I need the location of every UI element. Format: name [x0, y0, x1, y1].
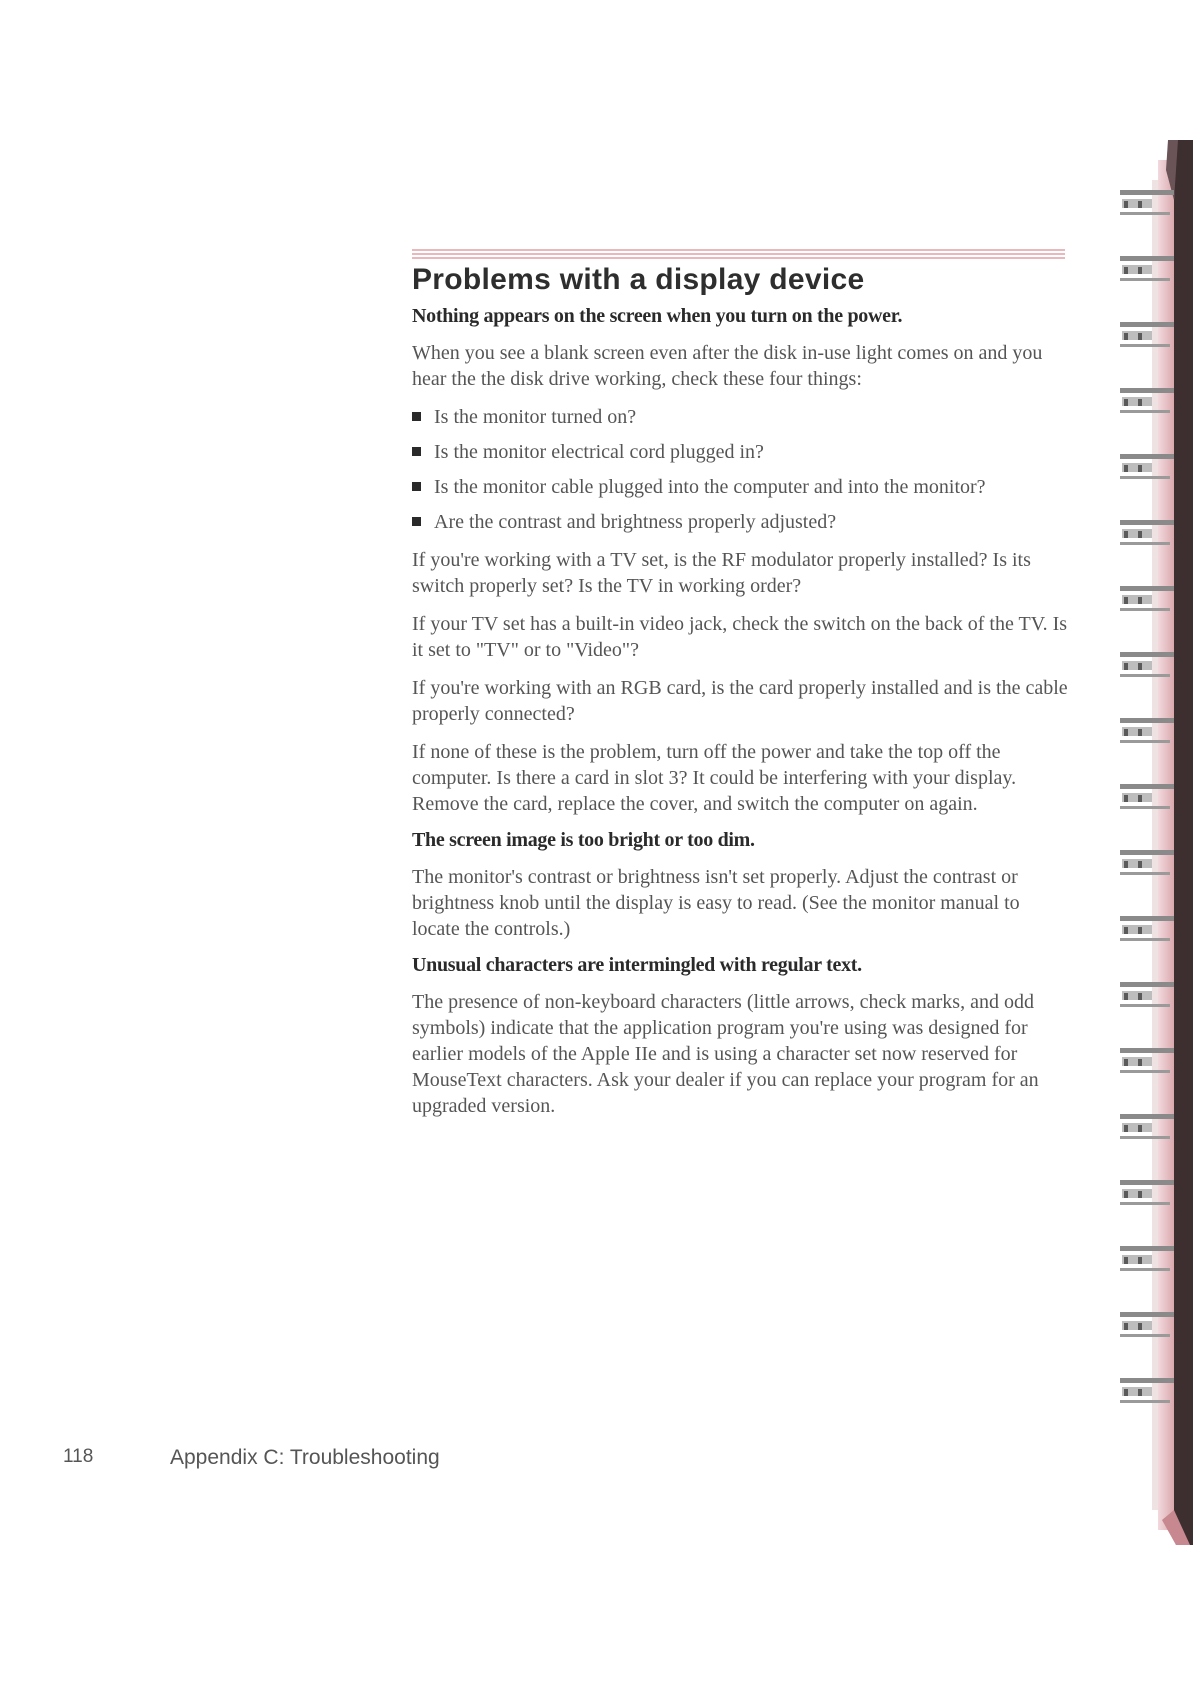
problem-heading: Nothing appears on the screen when you turn on the power. [412, 305, 903, 327]
paragraph-mousetext: The presence of non-keyboard characters (little arrows, check marks, and odd symbols) indicate that the application program you're using was designed for earlier models of the Apple IIe and is using a character set now reserved for MouseText characters. Ask your dealer if you can replace your program for an upgraded version. [412, 991, 1039, 1117]
problem-intro: When you see a blank screen even after the disk in-use light comes on and you hear the the disk drive working, check these four things: [412, 342, 1043, 390]
paragraph-video-jack: If your TV set has a built-in video jack, check the switch on the back of the TV. Is it set to "TV" or to "Video"? [412, 613, 1068, 661]
checklist-item [412, 509, 1072, 535]
problem-brightness [412, 829, 1072, 942]
problem-unusual-characters [412, 954, 1072, 1119]
square-bullet-icon [412, 482, 421, 491]
paragraph-slot-3: If none of these is the problem, turn off the power and take the top off the computer. Is there a card in slot 3? It could be interfering with your display. Remove the card, replace the cover, and switch the computer on again. [412, 741, 1017, 815]
checklist [412, 404, 1072, 535]
square-bullet-icon [412, 412, 421, 421]
problem-heading: The screen image is too bright or too dim. [412, 829, 755, 851]
paragraph-brightness: The monitor's contrast or brightness isn't set properly. Adjust the contrast or brightness knob until the display is easy to read. (See the monitor manual to locate the controls.) [412, 866, 1020, 940]
square-bullet-icon [412, 447, 421, 456]
page-number: 118 [63, 1446, 94, 1467]
problem-no-display [412, 305, 1072, 817]
checklist-item-text: Are the contrast and brightness properly adjusted? [434, 511, 837, 533]
square-bullet-icon [412, 517, 421, 526]
paragraph-rgb-card: If you're working with an RGB card, is the card properly installed and is the cable properly connected? [412, 677, 1068, 725]
header-rule [412, 249, 1065, 263]
checklist-item-text: Is the monitor turned on? [434, 406, 637, 428]
checklist-item [412, 404, 1072, 430]
checklist-item-text: Is the monitor electrical cord plugged in? [434, 441, 764, 463]
checklist-item [412, 474, 1072, 500]
paragraph-tv-set: If you're working with a TV set, is the RF modulator properly installed? Is its switch properly set? Is the TV in working order? [412, 549, 1031, 597]
checklist-item [412, 439, 1072, 465]
spiral-binding-icon [1118, 140, 1193, 1545]
running-footer: Appendix C: Troubleshooting [170, 1446, 440, 1469]
problem-heading: Unusual characters are intermingled with regular text. [412, 954, 862, 976]
checklist-item-text: Is the monitor cable plugged into the computer and into the monitor? [434, 476, 986, 498]
section-title: Problems with a display device [412, 263, 865, 296]
main-content [412, 263, 1072, 1131]
